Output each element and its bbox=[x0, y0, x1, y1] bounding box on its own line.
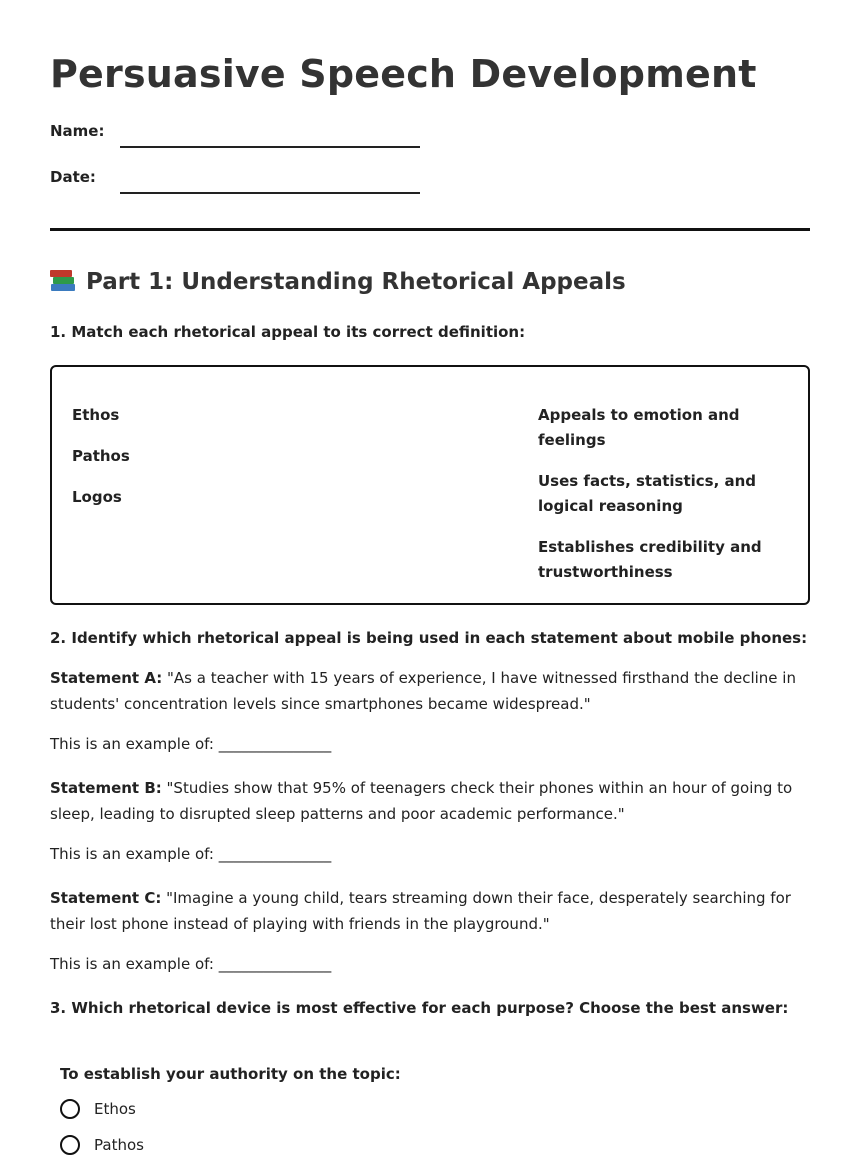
definition-item[interactable]: Uses facts, statistics, and logical reasoning bbox=[538, 472, 757, 515]
part1-heading bbox=[50, 267, 810, 297]
statement-text: "As a teacher with 15 years of experience, I have witnessed firsthand the decline in students' concentration levels since smartphones became widespread." bbox=[50, 669, 796, 713]
name-label: Name: bbox=[50, 122, 105, 140]
date-label: Date: bbox=[50, 168, 96, 186]
books-icon bbox=[50, 269, 76, 295]
statement-label: Statement C: bbox=[50, 889, 162, 907]
question-3-subquestion: To establish your authority on the topic: bbox=[60, 1065, 401, 1083]
name-field-row bbox=[50, 118, 810, 148]
option-pathos[interactable] bbox=[60, 1135, 810, 1155]
radio-button[interactable] bbox=[60, 1099, 80, 1119]
definition-item[interactable]: Establishes credibility and trustworthiness bbox=[538, 538, 762, 581]
term-item[interactable]: Ethos bbox=[72, 406, 120, 424]
question-2-prompt: 2. Identify which rhetorical appeal is being used in each statement about mobile phones: bbox=[50, 629, 808, 647]
option-label: Ethos bbox=[94, 1100, 136, 1118]
term-item[interactable]: Logos bbox=[72, 488, 122, 506]
answer-prompt-a[interactable]: This is an example of: _______________ bbox=[50, 735, 332, 753]
statement-label: Statement B: bbox=[50, 779, 162, 797]
answer-prompt-c[interactable]: This is an example of: _______________ bbox=[50, 955, 332, 973]
statement-text: "Studies show that 95% of teenagers check their phones within an hour of going to sleep, leading to disrupted sleep patterns and poor academic performance." bbox=[50, 779, 793, 823]
matching-box bbox=[50, 365, 810, 605]
terms-column bbox=[72, 403, 130, 526]
date-input-line[interactable] bbox=[120, 170, 420, 194]
option-ethos[interactable] bbox=[60, 1099, 810, 1119]
question-3-prompt: 3. Which rhetorical device is most effective for each purpose? Choose the best answer: bbox=[50, 999, 789, 1017]
statement-label: Statement A: bbox=[50, 669, 163, 687]
date-field-row bbox=[50, 164, 810, 194]
definition-item[interactable]: Appeals to emotion and feelings bbox=[538, 406, 740, 449]
answer-prompt-b[interactable]: This is an example of: _______________ bbox=[50, 845, 332, 863]
term-item[interactable]: Pathos bbox=[72, 447, 130, 465]
statement-b bbox=[50, 775, 810, 827]
page-title: Persuasive Speech Development bbox=[50, 52, 757, 96]
statement-a bbox=[50, 665, 810, 717]
definitions-column bbox=[538, 403, 793, 601]
statement-c bbox=[50, 885, 810, 937]
option-label: Pathos bbox=[94, 1136, 144, 1154]
name-input-line[interactable] bbox=[120, 124, 420, 148]
radio-button[interactable] bbox=[60, 1135, 80, 1155]
header-divider bbox=[50, 228, 810, 231]
part1-heading-text: Part 1: Understanding Rhetorical Appeals bbox=[86, 269, 626, 295]
statement-text: "Imagine a young child, tears streaming down their face, desperately searching for their lost phone instead of playing with friends in the playground." bbox=[50, 889, 791, 933]
question-1-prompt: 1. Match each rhetorical appeal to its correct definition: bbox=[50, 323, 526, 341]
